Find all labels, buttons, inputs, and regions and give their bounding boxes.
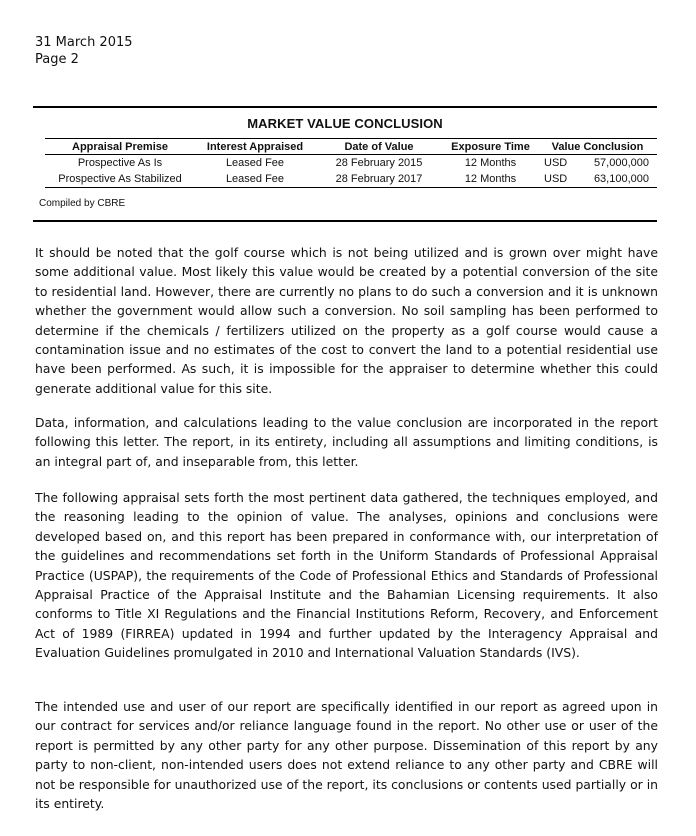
market-value-title: MARKET VALUE CONCLUSION bbox=[247, 116, 443, 131]
paragraph-data-information: Data, information, and calculations leading to the value conclusion are incorporated in the report following this letter. The report, in its entirety, including all assumptions and limiting conditions, is an integral part of, and inseparable from, this letter. bbox=[35, 415, 658, 469]
cell-interest: Leased Fee bbox=[225, 157, 285, 169]
table-source-note: Compiled by CBRE bbox=[39, 198, 126, 209]
paragraph-appraisal-standards: The following appraisal sets forth the most pertinent data gathered, the techniques employed, and the reasoning leading to the opinion of value. The analyses, opinions and conclusions were developed based on, and this report has been prepared in conformance with, our interpretation of the guidelines and recommendations set forth in the Uniform Standards of Professional Appraisal Practice (USPAP), the requirements of the Code of Professional Ethics and Standards of Professional Appraisal Practice of the Appraisal Institute and the Bahamian Licensing requirements. It also conforms to Title XI Regulations and the Financial Institutions Reform, Recovery, and Enforcement Act of 1989 (FIRREA) updated in 1994 and further updated by the Interagency Appraisal and Evaluation Guidelines promulgated in 2010 and International Valuation Standards (IVS). bbox=[35, 490, 658, 661]
column-header-exposure: Exposure Time bbox=[443, 139, 538, 155]
column-header-value: Value Conclusion bbox=[538, 139, 657, 155]
cell-exposure: 12 Months bbox=[443, 171, 538, 188]
cell-amount: 63,100,000 bbox=[593, 173, 649, 185]
letter-date: 31 March 2015 bbox=[35, 35, 133, 50]
cell-value bbox=[538, 171, 657, 188]
cell-amount: 57,000,000 bbox=[593, 157, 649, 169]
cell-value bbox=[538, 155, 657, 172]
column-header-premise: Appraisal Premise bbox=[45, 139, 195, 155]
table-row bbox=[45, 155, 657, 172]
paragraph-intended-use: The intended use and user of our report are specifically identified in our report as agreed upon in our contract for services and/or reliance language found in the report. No other use or user of the report is permitted by any other party for any other purpose. Dissemination of this report by any party to non-client, non-intended users does not extend reliance to any other party and CBRE will not be responsible for unauthorized use of the report, its conclusions or contents used partially or in its entirety. bbox=[35, 699, 658, 812]
table-row bbox=[45, 171, 657, 188]
market-value-box bbox=[33, 106, 657, 222]
column-header-date: Date of Value bbox=[315, 139, 443, 155]
cell-premise: Prospective As Stabilized bbox=[45, 171, 195, 188]
page-number: Page 2 bbox=[35, 52, 79, 67]
market-value-table bbox=[45, 138, 657, 188]
cell-currency: USD bbox=[544, 173, 568, 185]
paragraph-golf-course: It should be noted that the golf course which is not being utilized and is grown over might have some additional value. Most likely this value would be created by a potential conversion of the site to residential land. However, there are currently no plans to do such a conversion and it is unknown whether the government would allow such a conversion. No soil sampling has been performed to determine if the chemicals / fertilizers utilized on the property as a golf course would cause a contamination issue and no estimates of the cost to convert the land to a potential residential use have been performed. As such, it is impossible for the appraiser to determine whether this could generate additional value for this site. bbox=[35, 245, 658, 396]
cell-date: 28 February 2015 bbox=[335, 157, 423, 169]
cell-currency: USD bbox=[544, 157, 568, 169]
table-header-row bbox=[45, 139, 657, 155]
cell-exposure: 12 Months bbox=[464, 157, 517, 169]
letter-header bbox=[35, 34, 133, 68]
cell-interest: Leased Fee bbox=[195, 171, 315, 188]
cell-premise: Prospective As Is bbox=[77, 157, 163, 169]
cell-date: 28 February 2017 bbox=[315, 171, 443, 188]
column-header-interest: Interest Appraised bbox=[195, 139, 315, 155]
